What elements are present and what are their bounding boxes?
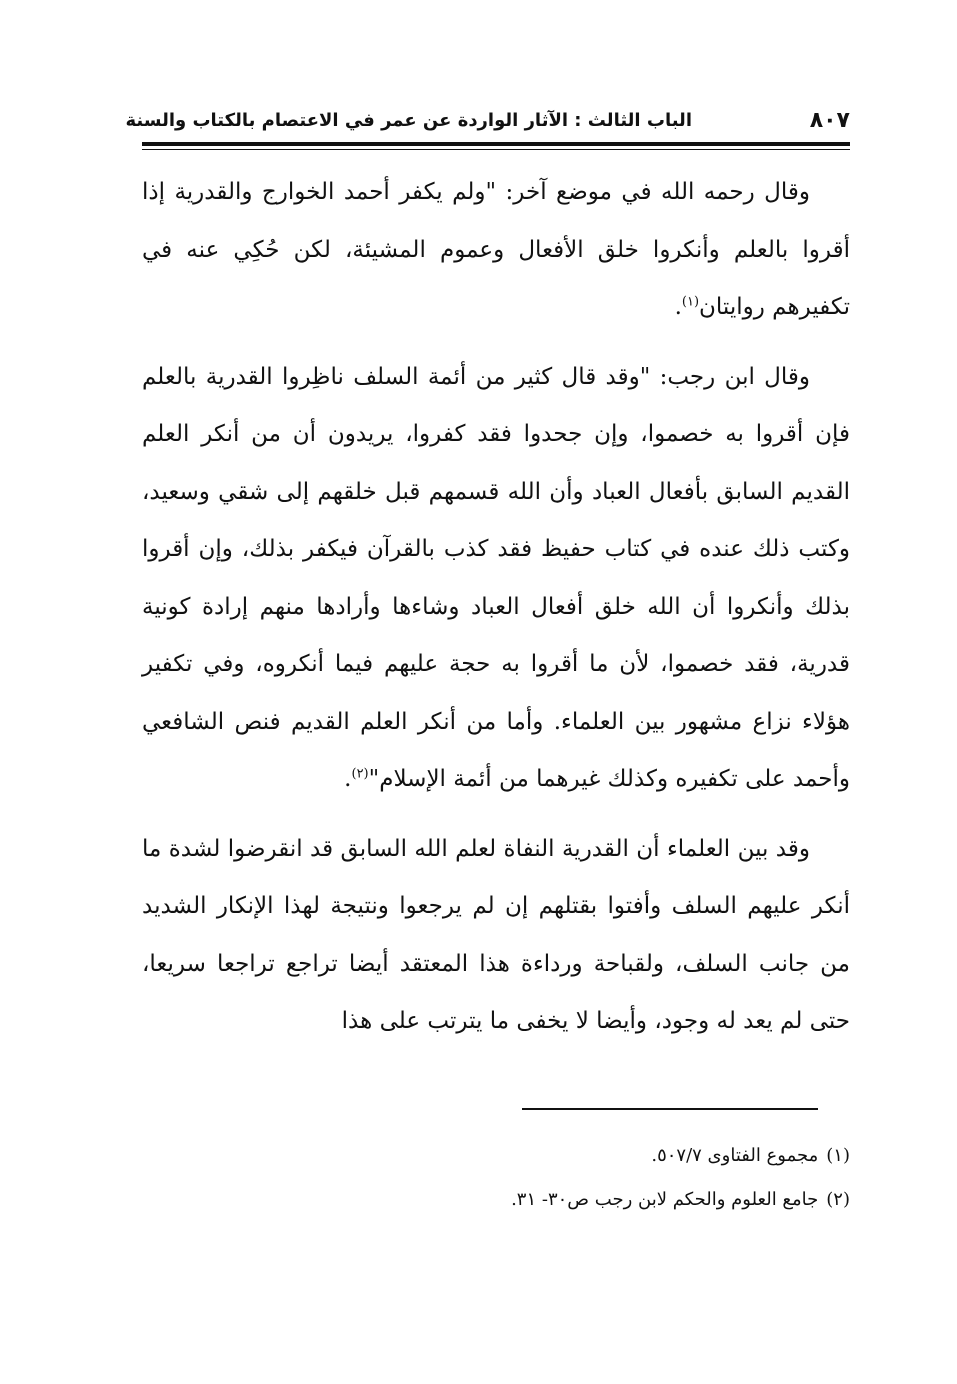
footnote-ref-1: (١) (681, 294, 700, 310)
header-rule-thin (142, 149, 850, 150)
paragraph-text: وقال رحمه الله في موضع آخر: "ولم يكفر أحمد الخوارج والقدرية إذا أقروا بالعلم وأنكروا خلق الأفعال وعموم المشيئة، لكن حُكِي عنه في تكفيرهم روايتان (142, 179, 850, 320)
footnote-ref-2: (٢) (351, 766, 369, 782)
paragraph-text: وقال ابن رجب: "وقد قال كثير من أئمة السلف ناظِروا القدرية بالعلم فإن أقروا به خصموا، وإن جحدوا فقد كفروا، يريدون أن من أنكر العلم القديم السابق بأفعال العباد وأن الله قسمهم قبل خلقهم إلى شقي وسعيد، وكتب ذلك عنده في كتاب حفيظ فقد كذب بالقرآن فيكفر بذلك، وإن أقروا بذلك وأنكروا أن الله خلق أفعال العباد وشاءها وأرادها منهم إرادة كونية قدرية، فقد خصموا، لأن ما أقروا به حجة عليهم فيما أنكروه، وفي تكفير هؤلاء نزاع مشهور بين العلماء. وأما من أنكر العلم القديم فنص الشافعي وأحمد على تكفيره وكذلك غيرهما من أئمة الإسلام" (142, 363, 850, 792)
footnote-separator (522, 1108, 818, 1110)
paragraph-text: وقد بين العلماء أن القدرية النفاة لعلم الله السابق قد انقرضوا لشدة ما أنكر عليهم السلف وأفتوا بقتلهم إن لم يرجعوا ونتيجة لهذا الإنكار الشديد من جانب السلف، ولقباحة ورداءة هذا المعتقد أيضا تراجع تراجعا سريعا، حتى لم يعد له وجود، وأيضا لا يخفى ما يترتب على هذا (142, 835, 850, 1034)
footnote-number: (٢) (826, 1189, 850, 1210)
header-rule-thick (142, 142, 850, 146)
paragraph-1 (142, 164, 850, 337)
footnotes (142, 1134, 850, 1222)
paragraph-2 (142, 349, 850, 809)
footnote-number: (١) (826, 1145, 850, 1166)
footnote-text: جامع العلوم والحكم لابن رجب ص٣٠- ٣١. (511, 1189, 819, 1210)
footnote-text: مجموع الفتاوى ٥٠٧/٧. (651, 1145, 819, 1166)
paragraph-end: . (674, 294, 682, 320)
paragraph-end: . (344, 766, 352, 792)
footnote-2 (142, 1178, 850, 1222)
paragraph-3 (142, 821, 850, 1051)
chapter-title: الباب الثالث : الآثار الواردة عن عمر في الاعتصام بالكتاب والسنة (125, 110, 692, 131)
page-number: ٨٠٧ (809, 108, 850, 133)
running-header (125, 106, 850, 140)
main-text (142, 164, 850, 1063)
footnote-1 (142, 1134, 850, 1178)
